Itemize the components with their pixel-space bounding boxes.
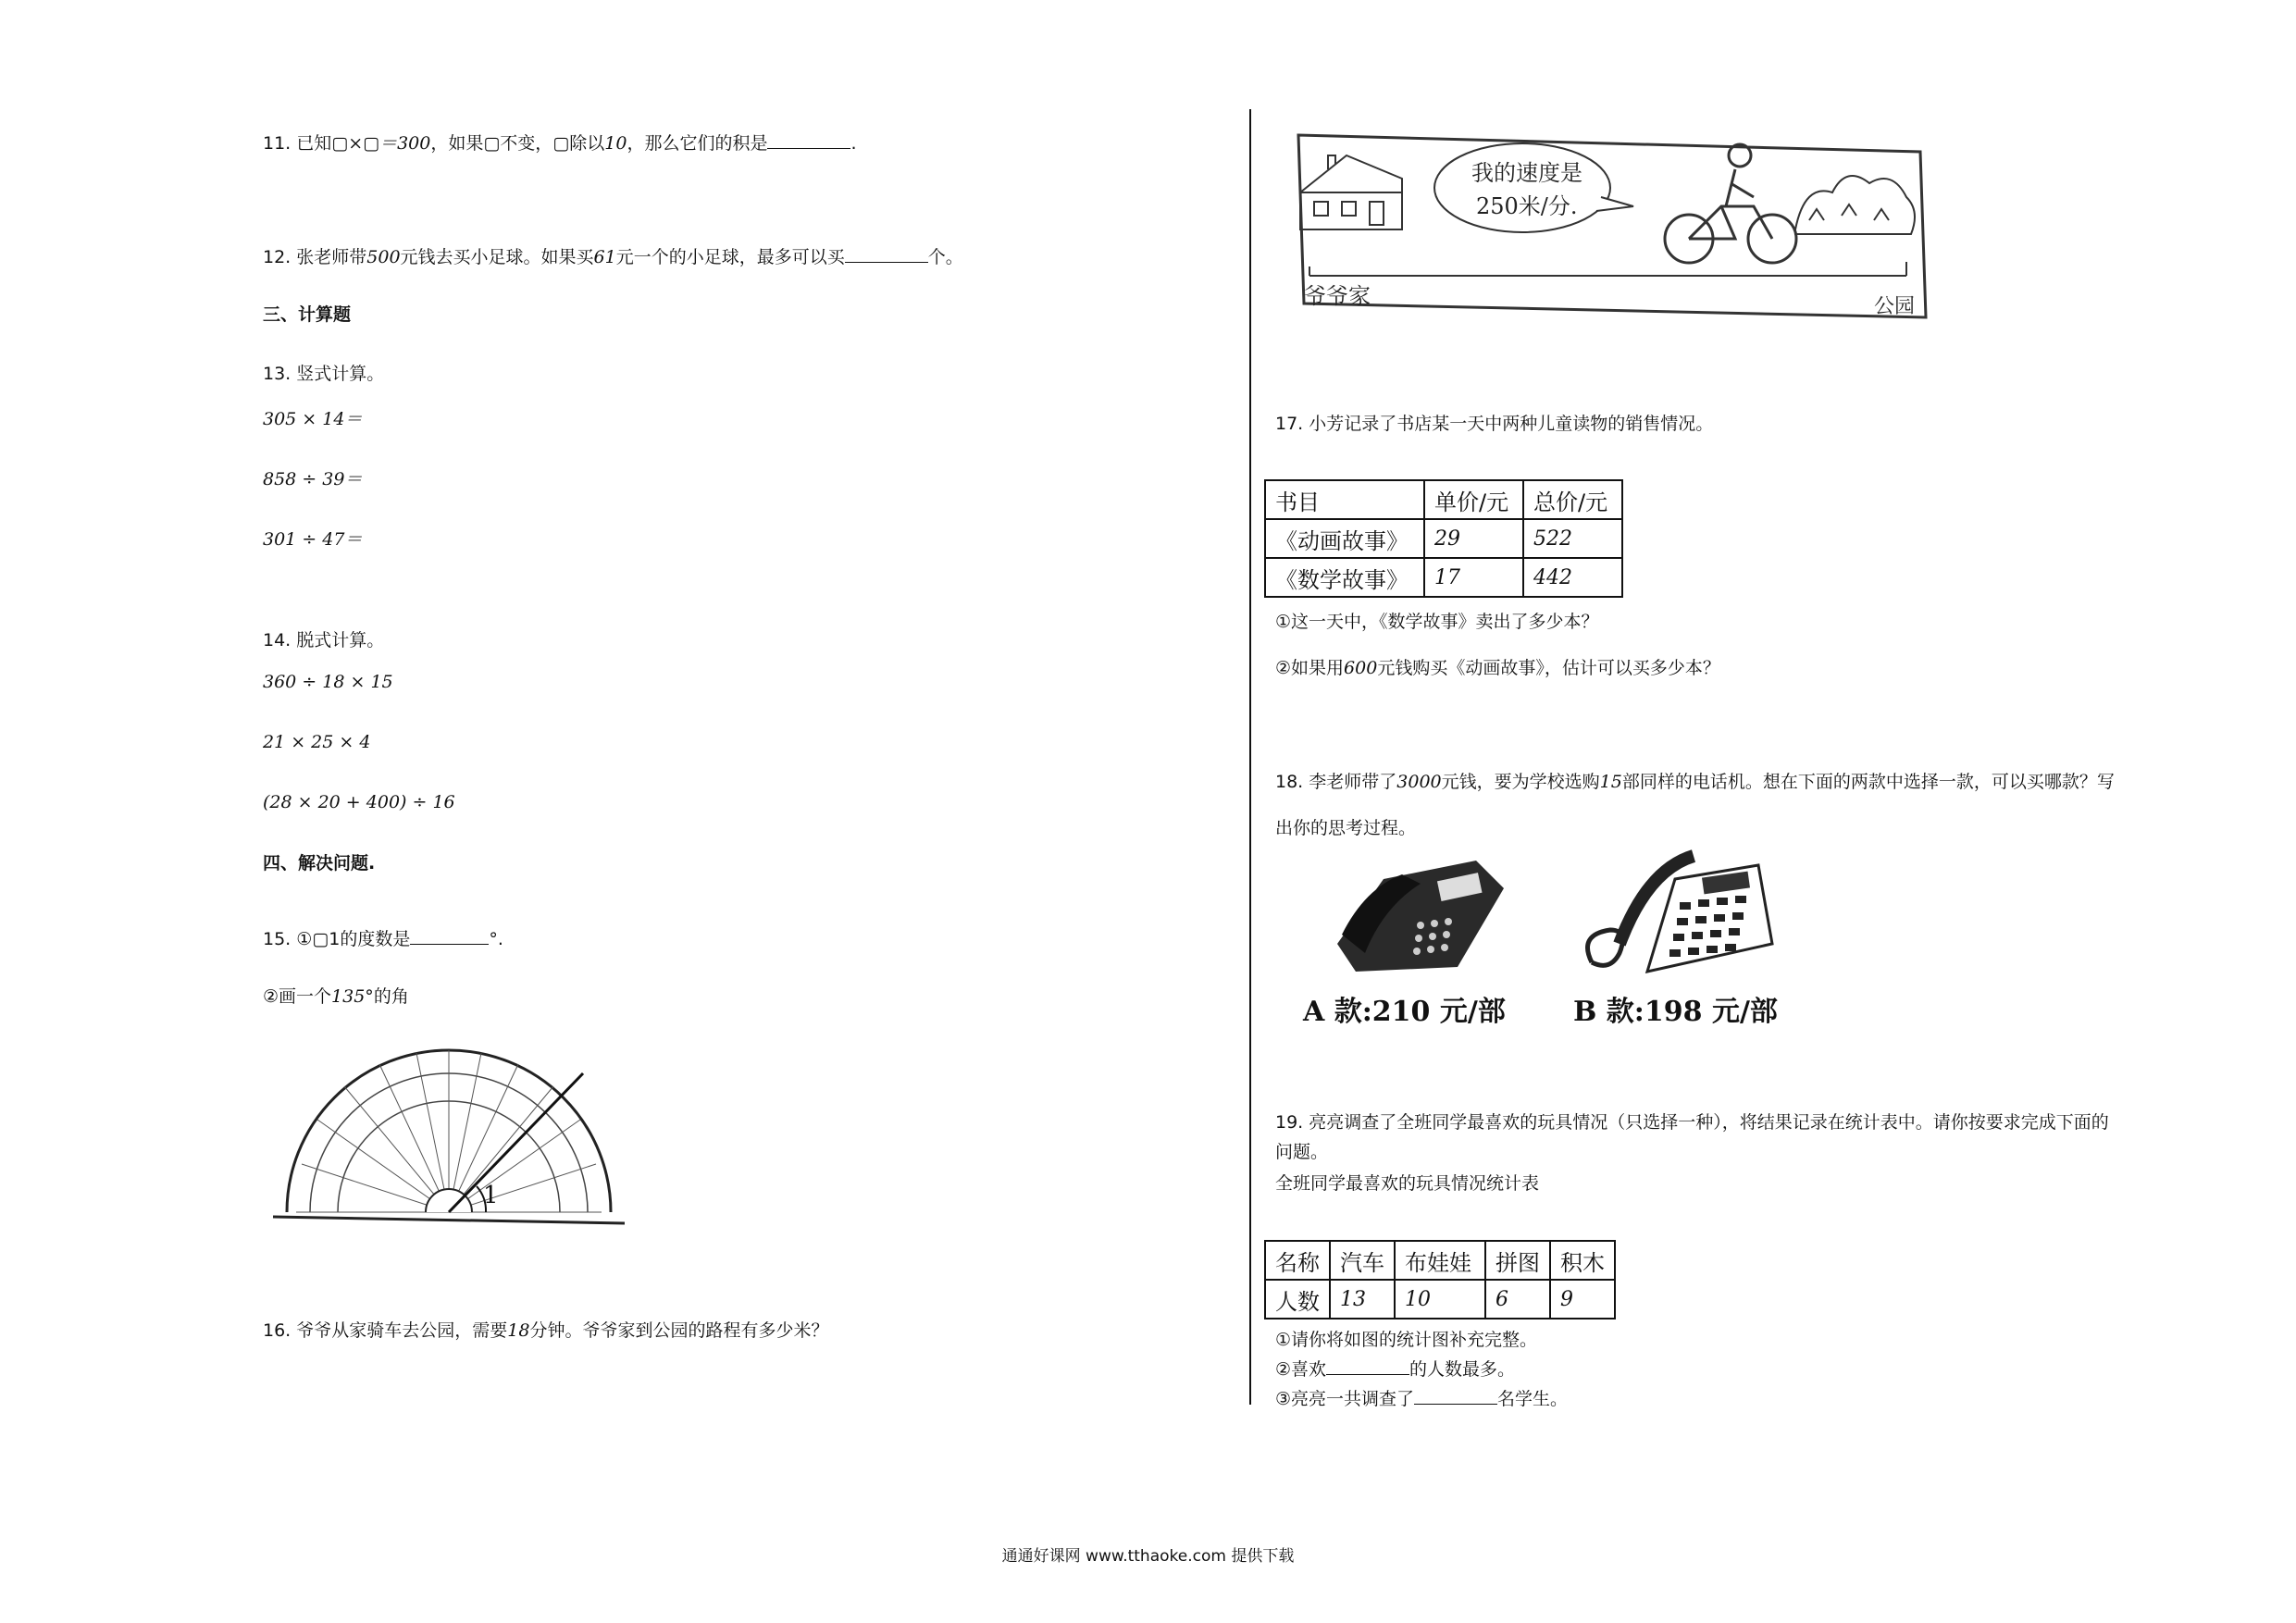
- q12-text: 12. 张老师带: [263, 247, 367, 267]
- q17-sub2-num: 600: [1344, 658, 1378, 678]
- q19-table-caption: 全班同学最喜欢的玩具情况统计表: [1275, 1173, 1540, 1194]
- phone-a-price: A 款:210 元/部: [1303, 996, 1506, 1028]
- question-19-line1: 19. 亮亮调查了全班同学最喜欢的玩具情况（只选择一种），将结果记录在统计表中。请你按要求完成下面的: [1275, 1112, 2109, 1133]
- table-header: 布娃娃: [1395, 1241, 1485, 1280]
- q12-text-mid1: 元钱去买小足球。如果买: [400, 247, 594, 267]
- q19-sub1: ①请你将如图的统计图补充完整。: [1275, 1330, 1538, 1350]
- q14-item: 21 × 25 × 4: [263, 732, 371, 752]
- column-divider: [1249, 109, 1251, 1405]
- table-row: [1265, 1241, 1615, 1280]
- table-cell: 522: [1523, 519, 1622, 558]
- bike-route-illustration-icon: [1291, 128, 1939, 327]
- q15-angle-num: 135°: [331, 986, 374, 1007]
- table-cell: 6: [1485, 1280, 1550, 1319]
- answer-blank[interactable]: [845, 262, 928, 263]
- protractor-figure: [268, 1027, 629, 1240]
- q19-sub3: [1275, 1385, 1568, 1410]
- q19-sub3-text: ③亮亮一共调查了: [1275, 1389, 1415, 1409]
- question-13-title: 13. 竖式计算。: [263, 364, 385, 384]
- q19-sub2-text-end: 的人数最多。: [1409, 1359, 1516, 1380]
- q15-text2-end: 的角: [373, 986, 409, 1007]
- q11-end: .: [850, 133, 857, 154]
- home-label: 爷爷家: [1304, 283, 1371, 309]
- phone-b: [1573, 842, 1786, 981]
- q19-sub3-text-end: 名学生。: [1497, 1389, 1569, 1409]
- q17-table: [1264, 479, 1623, 598]
- q11-text-mid: ，如果▢不变，▢除以: [430, 133, 605, 154]
- question-15-line1: [263, 925, 503, 950]
- q12-num1: 500: [366, 247, 401, 267]
- bubble-text-1: 我的速度是: [1471, 160, 1582, 186]
- q15-text: 15. ①▢1的度数是: [263, 929, 411, 949]
- table-cell: 13: [1330, 1280, 1395, 1319]
- table-cell: 《动画故事》: [1265, 519, 1424, 558]
- table-header: 拼图: [1485, 1241, 1550, 1280]
- q17-sub1: ①这一天中，《数学故事》卖出了多少本？: [1275, 612, 1599, 632]
- q19-table: [1264, 1240, 1616, 1319]
- question-18-line1: [1275, 768, 2115, 793]
- question-19-line2: 问题。: [1275, 1142, 1329, 1162]
- bubble-text-2: 250米/分.: [1476, 193, 1578, 219]
- q14-item: (28 × 20 + 400) ÷ 16: [263, 792, 455, 812]
- section-4-heading: 四、解决问题.: [263, 853, 376, 873]
- question-18-line2: 出你的思考过程。: [1275, 818, 1417, 838]
- q15-text2: ②画一个: [263, 986, 332, 1007]
- q12-num2: 61: [593, 247, 616, 267]
- answer-blank[interactable]: [1414, 1404, 1497, 1405]
- phone-b-price: B 款:198 元/部: [1573, 996, 1778, 1028]
- q18-text-mid: 元钱，要为学校选购: [1441, 772, 1600, 792]
- park-label: 公园: [1874, 295, 1916, 318]
- phone-a: [1319, 842, 1532, 981]
- q16-num: 18: [507, 1320, 530, 1341]
- section-3-heading: 三、计算题: [263, 304, 352, 325]
- protractor-icon: [268, 1027, 629, 1240]
- q16-text: 16. 爷爷从家骑车去公园，需要: [263, 1320, 508, 1341]
- q14-item: 360 ÷ 18 × 15: [263, 672, 393, 692]
- table-row: [1265, 1280, 1615, 1319]
- q16-picture: [1291, 128, 1939, 327]
- table-header: 汽车: [1330, 1241, 1395, 1280]
- table-cell: 《数学故事》: [1265, 558, 1424, 597]
- q16-text-after: 分钟。爷爷家到公园的路程有多少米？: [529, 1320, 829, 1341]
- q18-text-end: 部同样的电话机。想在下面的两款中选择一款，可以买哪款？写: [1621, 772, 2115, 792]
- table-row: [1265, 519, 1622, 558]
- question-12: [263, 243, 963, 268]
- question-14-title: 14. 脱式计算。: [263, 630, 385, 650]
- table-cell: 29: [1424, 519, 1523, 558]
- q17-sub2-text: ②如果用: [1275, 658, 1345, 678]
- answer-blank[interactable]: [1326, 1374, 1409, 1375]
- table-cell: 9: [1550, 1280, 1615, 1319]
- table-cell: 10: [1395, 1280, 1485, 1319]
- q17-sub2-text-end: 元钱购买《动画故事》，估计可以买多少本？: [1377, 658, 1720, 678]
- question-17-title: 17. 小芳记录了书店某一天中两种儿童读物的销售情况。: [1275, 414, 1714, 434]
- q11-text: 11. 已知: [263, 133, 332, 154]
- q11-expr: ▢×▢＝300: [331, 133, 431, 154]
- table-header: 书目: [1265, 480, 1424, 519]
- q17-sub2: [1275, 654, 1720, 679]
- table-header: 总价/元: [1523, 480, 1622, 519]
- table-header: 积木: [1550, 1241, 1615, 1280]
- q12-text-mid2: 元一个的小足球，最多可以买: [615, 247, 845, 267]
- desk-phone-icon: [1319, 842, 1532, 981]
- table-cell: 人数: [1265, 1280, 1330, 1319]
- answer-blank[interactable]: [767, 148, 850, 149]
- q11-text-after: ，那么它们的积是: [627, 133, 768, 154]
- q15-degree: °.: [489, 929, 503, 949]
- table-row: [1265, 558, 1622, 597]
- q11-num: 10: [604, 133, 627, 154]
- page-footer: 通通好课网 www.tthaoke.com 提供下载: [1001, 1547, 1295, 1566]
- q13-item: 858 ÷ 39＝: [263, 469, 363, 489]
- question-15-line2: [263, 983, 409, 1008]
- answer-blank[interactable]: [410, 944, 489, 945]
- q19-sub2: [1275, 1356, 1515, 1381]
- table-row: [1265, 480, 1622, 519]
- question-11: [263, 130, 857, 155]
- q13-item: 305 × 14＝: [263, 409, 363, 429]
- table-header: 单价/元: [1424, 480, 1523, 519]
- table-cell: 442: [1523, 558, 1622, 597]
- angle-label: 1: [483, 1182, 499, 1209]
- question-16: [263, 1317, 828, 1342]
- q13-item: 301 ÷ 47＝: [263, 529, 363, 550]
- table-header: 名称: [1265, 1241, 1330, 1280]
- corded-phone-icon: [1573, 842, 1786, 981]
- q18-num1: 3000: [1396, 772, 1442, 792]
- q19-sub2-text: ②喜欢: [1275, 1359, 1327, 1380]
- q18-num2: 15: [1599, 772, 1622, 792]
- q18-text: 18. 李老师带了: [1275, 772, 1397, 792]
- table-cell: 17: [1424, 558, 1523, 597]
- q12-end: 个。: [927, 247, 963, 267]
